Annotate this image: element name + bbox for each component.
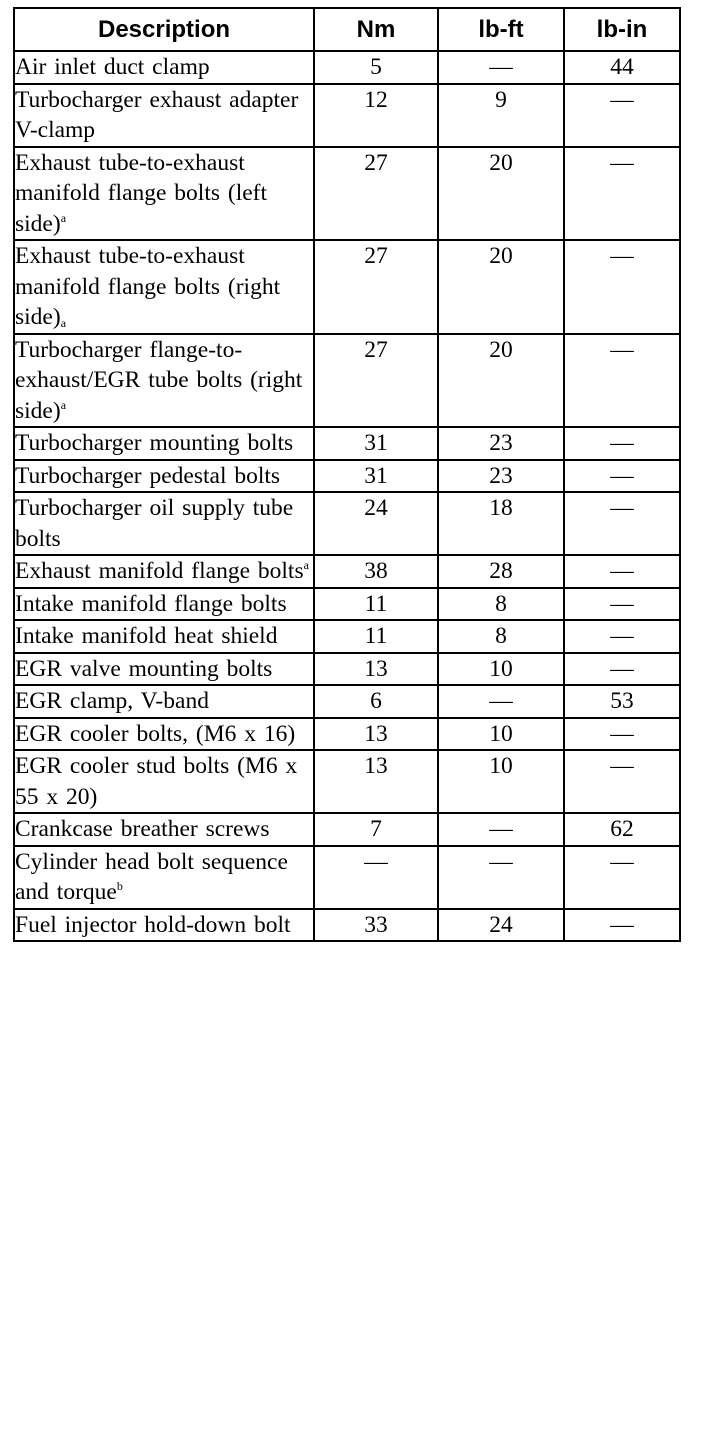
description-cell (14, 813, 314, 846)
footnote-marker: a (60, 397, 67, 412)
nm-cell: 24 (314, 492, 438, 555)
nm-cell: 13 (314, 653, 438, 686)
description-text: Turbocharger pedestal bolts (15, 462, 281, 489)
lbft-cell: 10 (438, 718, 564, 751)
lbin-cell: 44 (564, 51, 680, 84)
lbft-cell: 8 (438, 588, 564, 621)
description-text: EGR cooler stud bolts (M6 x 55 x 20) (15, 753, 298, 810)
lbin-cell: — (564, 84, 680, 147)
description-text: Turbocharger exhaust adapter V-clamp (15, 86, 299, 143)
description-cell (14, 909, 314, 942)
footnote-marker: a (60, 210, 67, 225)
lbin-cell: — (564, 620, 680, 653)
table-row (14, 620, 680, 653)
lbft-cell: 20 (438, 240, 564, 334)
table-row (14, 492, 680, 555)
description-cell (14, 653, 314, 686)
lbin-cell: — (564, 240, 680, 334)
lbft-cell: 8 (438, 620, 564, 653)
description-text: Fuel injector hold-down bolt (15, 911, 291, 938)
nm-cell: 5 (314, 51, 438, 84)
description-text: Exhaust tube-to-exhaust manifold flange bolts (left side) (15, 149, 268, 237)
table-row (14, 240, 680, 334)
lbin-cell: 53 (564, 685, 680, 718)
footnote-marker: b (116, 879, 123, 893)
table-row (14, 51, 680, 84)
lbft-cell: 20 (438, 147, 564, 241)
description-cell (14, 718, 314, 751)
description-text: Turbocharger oil supply tube bolts (15, 495, 294, 552)
lbft-cell: — (438, 685, 564, 718)
lbft-cell: 10 (438, 750, 564, 813)
description-text: Cylinder head bolt sequence and torque (15, 848, 288, 905)
lbft-cell: 9 (438, 84, 564, 147)
lbft-cell: — (438, 813, 564, 846)
table-row (14, 588, 680, 621)
header-row (14, 8, 680, 51)
lbft-cell: 20 (438, 334, 564, 428)
lbin-cell: — (564, 909, 680, 942)
nm-cell: 31 (314, 460, 438, 493)
torque-spec-table (13, 7, 681, 942)
header-description: Description (14, 8, 314, 51)
description-cell (14, 240, 314, 334)
nm-cell: 11 (314, 620, 438, 653)
footnote-marker: a (60, 316, 67, 330)
lbft-cell: — (438, 846, 564, 909)
lbin-cell: — (564, 846, 680, 909)
nm-cell: 27 (314, 334, 438, 428)
nm-cell: 27 (314, 240, 438, 334)
table-row (14, 909, 680, 942)
description-text: Crankcase breather screws (15, 816, 270, 842)
nm-cell: — (314, 846, 438, 909)
nm-cell: 27 (314, 147, 438, 241)
lbin-cell: — (564, 555, 680, 588)
nm-cell: 13 (314, 750, 438, 813)
description-text: Turbocharger mounting bolts (15, 430, 294, 456)
nm-cell: 13 (314, 718, 438, 751)
description-text: EGR valve mounting bolts (15, 655, 273, 682)
lbin-cell: — (564, 147, 680, 241)
table-row (14, 84, 680, 147)
table-row (14, 555, 680, 588)
lbft-cell: 23 (438, 460, 564, 493)
description-text: EGR cooler bolts, (M6 x 16) (15, 720, 296, 747)
description-cell (14, 846, 314, 909)
nm-cell: 7 (314, 813, 438, 846)
lbin-cell: 62 (564, 813, 680, 846)
nm-cell: 33 (314, 909, 438, 942)
table-row (14, 147, 680, 241)
table-row (14, 334, 680, 428)
lbft-cell: 10 (438, 653, 564, 686)
description-text: Exhaust tube-to-exhaust manifold flange bolts (right side) (15, 243, 281, 330)
lbin-cell: — (564, 653, 680, 686)
lbft-cell: 28 (438, 555, 564, 588)
table-row (14, 750, 680, 813)
description-cell (14, 334, 314, 428)
description-cell (14, 460, 314, 493)
header-lbin: lb-in (564, 8, 680, 51)
lbin-cell: — (564, 750, 680, 813)
nm-cell: 12 (314, 84, 438, 147)
lbft-cell: 24 (438, 909, 564, 942)
lbft-cell: 18 (438, 492, 564, 555)
description-text: Intake manifold heat shield (15, 623, 278, 649)
description-cell (14, 750, 314, 813)
lbin-cell: — (564, 460, 680, 493)
description-text: Exhaust manifold flange bolts (15, 558, 304, 584)
lbin-cell: — (564, 492, 680, 555)
table-row (14, 813, 680, 846)
header-nm: Nm (314, 8, 438, 51)
lbin-cell: — (564, 334, 680, 428)
table-row (14, 718, 680, 751)
nm-cell: 31 (314, 427, 438, 460)
table-row (14, 460, 680, 493)
description-text: Air inlet duct clamp (15, 54, 210, 80)
nm-cell: 6 (314, 685, 438, 718)
description-text: EGR clamp, V-band (15, 688, 209, 714)
lbin-cell: — (564, 427, 680, 460)
description-cell (14, 588, 314, 621)
header-lbft: lb-ft (438, 8, 564, 51)
lbft-cell: 23 (438, 427, 564, 460)
lbft-cell: — (438, 51, 564, 84)
description-cell (14, 492, 314, 555)
table-row (14, 846, 680, 909)
table-row (14, 685, 680, 718)
lbin-cell: — (564, 718, 680, 751)
description-text: Intake manifold flange bolts (15, 590, 287, 617)
description-cell (14, 685, 314, 718)
table-row (14, 653, 680, 686)
footnote-marker: a (303, 558, 309, 572)
description-cell (14, 427, 314, 460)
lbin-cell: — (564, 588, 680, 621)
nm-cell: 38 (314, 555, 438, 588)
description-cell (14, 51, 314, 84)
table-row (14, 427, 680, 460)
description-cell (14, 620, 314, 653)
description-cell (14, 147, 314, 241)
description-cell (14, 555, 314, 588)
nm-cell: 11 (314, 588, 438, 621)
description-text: Turbocharger flange-to-exhaust/EGR tube bolts (right side) (15, 336, 303, 424)
description-cell (14, 84, 314, 147)
